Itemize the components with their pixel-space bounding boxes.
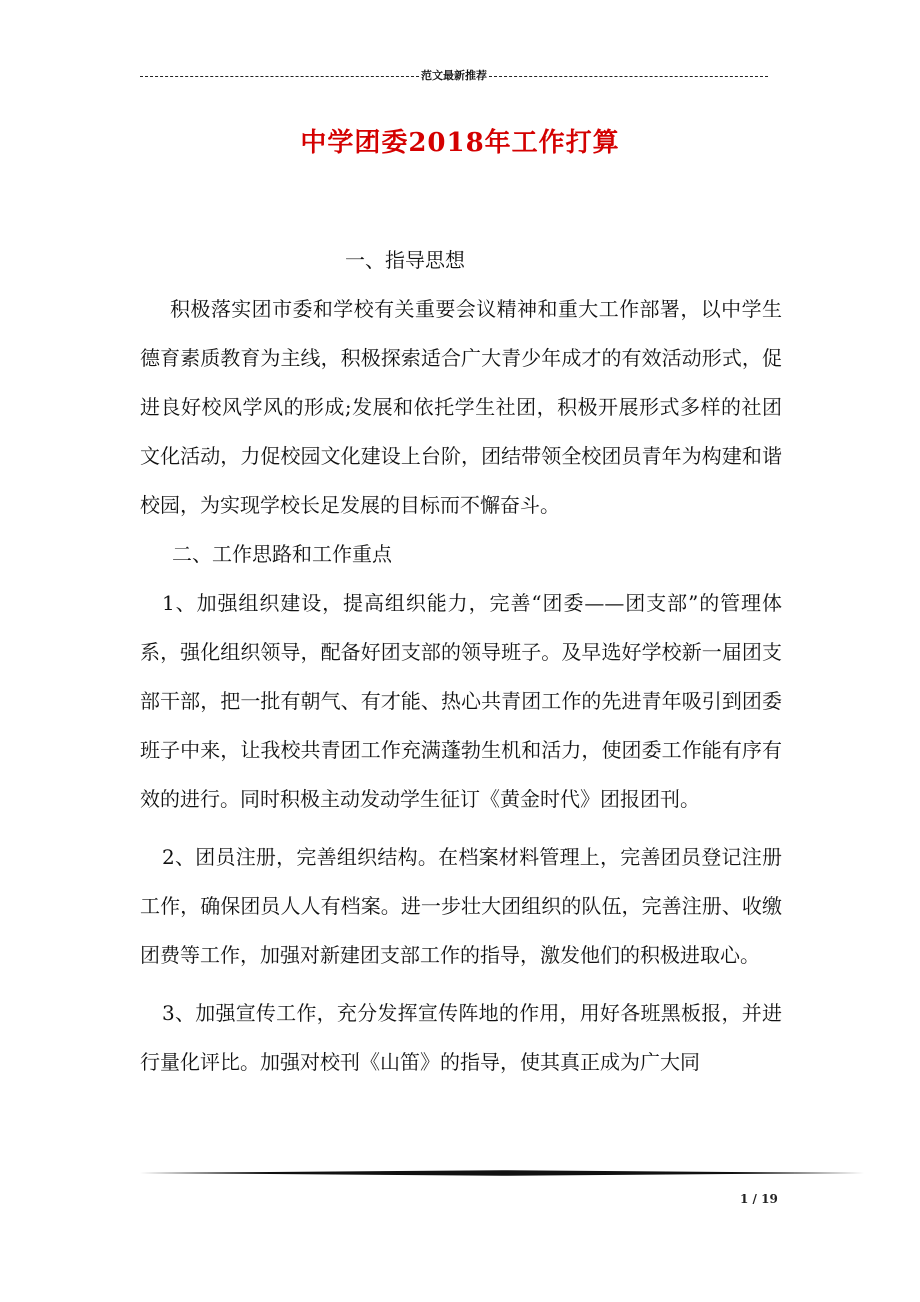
- work-item-2: 2、团员注册，完善组织结构。在档案材料管理上，完善团员登记注册工作，确保团员人人有档案。进一步壮大团组织的队伍，完善注册、收缴团费等工作，加强对新建团支部工作的指导，激发他们的积极进取心。: [140, 845, 782, 967]
- section-1-heading: 一、指导思想: [345, 248, 465, 272]
- header-label: 范文最新推荐: [421, 69, 487, 82]
- header-dash-right: [489, 76, 768, 77]
- section-1-paragraph: 积极落实团市委和学校有关重要会议精神和重大工作部署，以中学生德育素质教育为主线，积极探索适合广大青少年成才的有效活动形式，促进良好校风学风的形成;发展和依托学生社团，积极开展形式多样的社团文化活动，力促校园文化建设上台阶，团结带领全校团员青年为构建和谐校园，为实现学校长足发展的目标而不懈奋斗。: [140, 297, 782, 517]
- section-2-heading: 二、工作思路和工作重点: [172, 542, 392, 566]
- work-item-3: 3、加强宣传工作，充分发挥宣传阵地的作用，用好各班黑板报，并进行量化评比。加强对校刊《山笛》的指导，使其真正成为广大同: [140, 1001, 782, 1074]
- document-title: 中学团委2018年工作打算: [300, 128, 620, 158]
- document-body: [140, 236, 782, 1087]
- footer-rule: [140, 1168, 864, 1178]
- work-item-1: 1、加强组织建设，提高组织能力，完善“团委——团支部”的管理体系，强化组织领导，配备好团支部的领导班子。及早选好学校新一届团支部干部，把一批有朝气、有才能、热心共青团工作的先进青年吸引到团委班子中来，让我校共青团工作充满蓬勃生机和活力，使团委工作能有序有效的进行。同时积极主动发动学生征订《黄金时代》团报团刊。: [140, 591, 782, 811]
- page-header: [140, 68, 768, 84]
- header-dash-left: [140, 76, 419, 77]
- page-number: 1 / 19: [740, 1192, 778, 1206]
